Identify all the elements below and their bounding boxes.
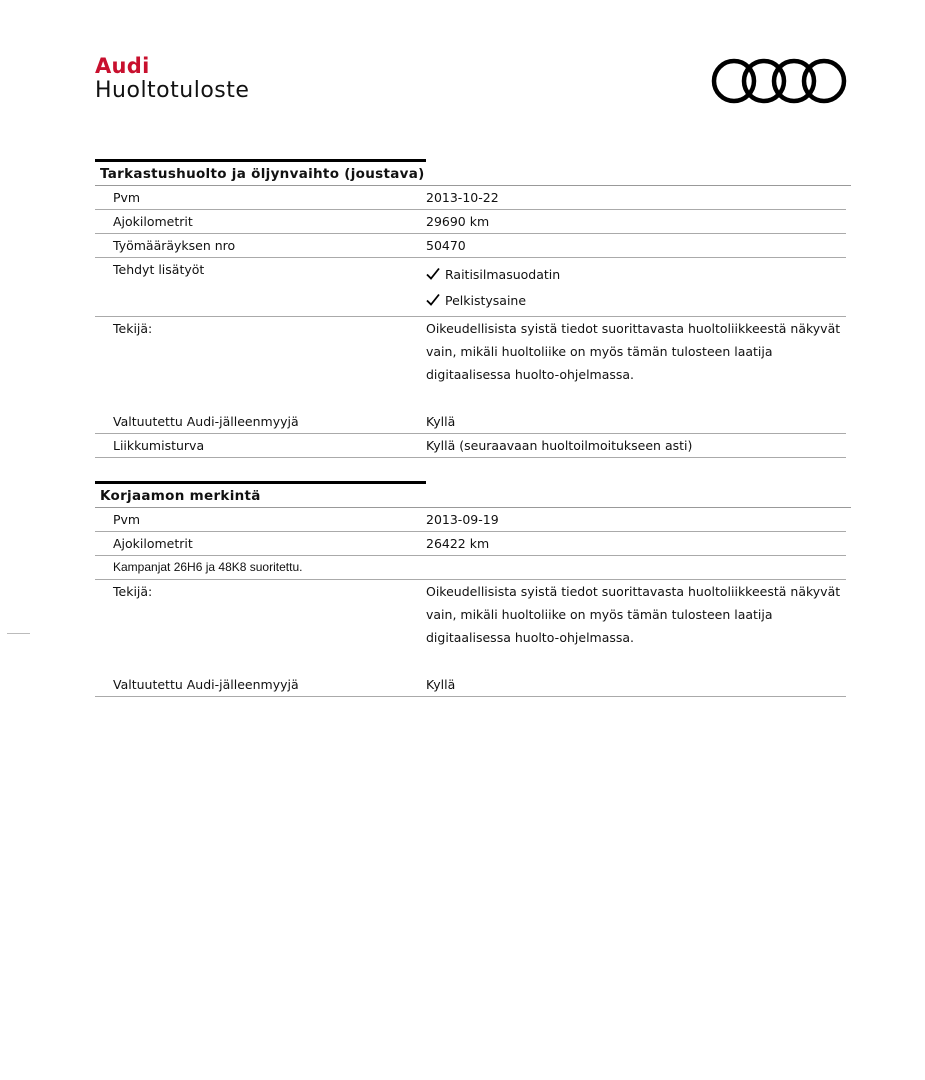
table-row-date bbox=[95, 186, 846, 210]
table-row-dealer bbox=[95, 673, 846, 697]
row-label: Valtuutettu Audi-jälleenmyyjä bbox=[113, 677, 299, 692]
row-value: 29690 km bbox=[426, 214, 490, 229]
margin-mark bbox=[7, 633, 30, 634]
table-row-performer bbox=[95, 580, 846, 649]
row-label: Ajokilometrit bbox=[113, 214, 193, 229]
list-item bbox=[426, 287, 846, 313]
row-value: 2013-10-22 bbox=[426, 190, 499, 205]
table-row-extras bbox=[95, 258, 846, 317]
table-row-order bbox=[95, 234, 846, 258]
audi-rings-icon bbox=[711, 56, 849, 106]
table-row-dealer bbox=[95, 410, 846, 434]
spacer bbox=[95, 649, 846, 673]
row-label: Tekijä: bbox=[113, 321, 153, 336]
checkmark-icon bbox=[426, 293, 440, 307]
page-title: Huoltotuloste bbox=[95, 78, 250, 103]
brand-name: Audi bbox=[95, 54, 150, 78]
extra-item-label: Raitisilmasuodatin bbox=[445, 266, 561, 282]
row-value: Kyllä bbox=[426, 677, 456, 692]
table-row-mobility bbox=[95, 434, 846, 458]
spacer bbox=[95, 386, 846, 410]
table-row-km bbox=[95, 210, 846, 234]
list-item bbox=[426, 261, 846, 287]
section-title: Korjaamon merkintä bbox=[95, 484, 851, 508]
row-label: Tekijä: bbox=[113, 584, 153, 599]
extras-list bbox=[426, 258, 846, 316]
table-row-date bbox=[95, 508, 846, 532]
row-value: Kyllä (seuraavaan huoltoilmoitukseen asti) bbox=[426, 438, 693, 453]
row-label: Ajokilometrit bbox=[113, 536, 193, 551]
table-row-km bbox=[95, 532, 846, 556]
row-label: Pvm bbox=[113, 190, 141, 205]
workshop-note: Kampanjat 26H6 ja 48K8 suoritettu. bbox=[95, 556, 846, 580]
section-title: Tarkastushuolto ja öljynvaihto (joustava) bbox=[95, 162, 851, 186]
extra-item-label: Pelkistysaine bbox=[445, 292, 527, 308]
row-label: Liikkumisturva bbox=[113, 438, 205, 453]
row-label: Valtuutettu Audi-jälleenmyyjä bbox=[113, 414, 299, 429]
service-section bbox=[95, 159, 846, 458]
table-row-performer bbox=[95, 317, 846, 386]
row-value: 26422 km bbox=[426, 536, 490, 551]
row-label: Pvm bbox=[113, 512, 141, 527]
row-value: 2013-09-19 bbox=[426, 512, 499, 527]
row-value: 50470 bbox=[426, 238, 466, 253]
workshop-section bbox=[95, 481, 846, 697]
checkmark-icon bbox=[426, 267, 440, 281]
row-value: Oikeudellisista syistä tiedot suorittavasta huoltoliikkeestä näkyvät vain, mikäli huoltoliike on myös tämän tulosteen laatija digitaalisessa huolto-ohjelmassa. bbox=[426, 321, 841, 382]
row-label: Tehdyt lisätyöt bbox=[113, 262, 205, 277]
row-value: Kyllä bbox=[426, 414, 456, 429]
row-label: Työmääräyksen nro bbox=[113, 238, 236, 253]
row-value: Oikeudellisista syistä tiedot suorittavasta huoltoliikkeestä näkyvät vain, mikäli huoltoliike on myös tämän tulosteen laatija digitaalisessa huolto-ohjelmassa. bbox=[426, 584, 841, 645]
